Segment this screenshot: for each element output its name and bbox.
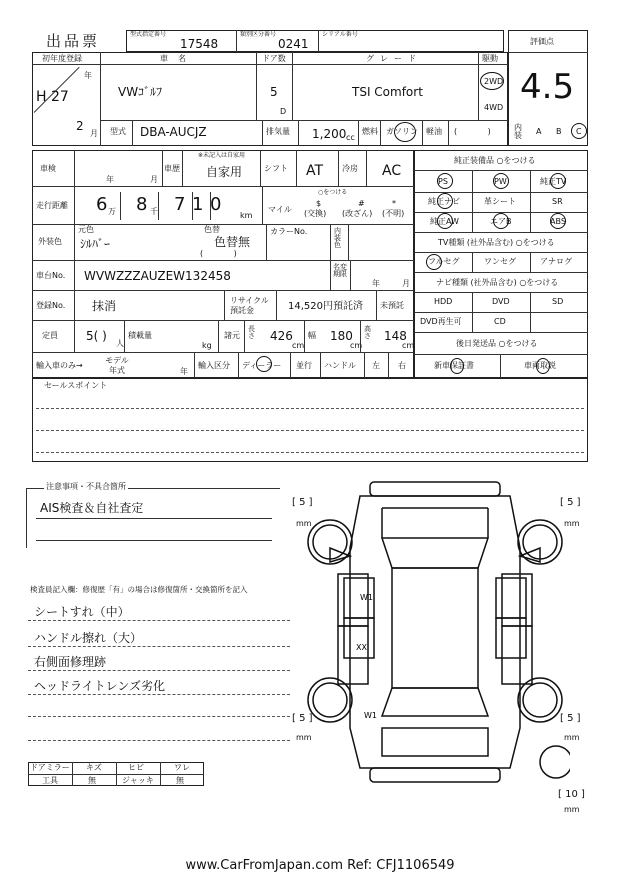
equip-tv: 純正TV	[540, 177, 567, 186]
model: DBA-AUCJZ	[140, 125, 207, 139]
air-conditioner: AC	[382, 163, 402, 179]
registration: 抹消	[92, 299, 117, 313]
score-value: 4.5	[520, 67, 575, 107]
tread-rl: [ 5 ]	[292, 713, 313, 724]
type-number: 17548	[180, 37, 219, 51]
usage: 自家用	[206, 165, 243, 179]
notes-line-1: AIS検査＆自社査定	[40, 501, 144, 515]
tv-oneseg: ワンセグ	[484, 257, 516, 266]
inspector-note-label: 検査員記入欄：修復歴「有」の場合は修復箇所・交換箇所を記入	[30, 585, 248, 594]
post-warranty: 新車保証書	[434, 361, 474, 370]
exterior-color: ｼﾙﾊﾞｰ	[80, 237, 111, 251]
capacity: 5( )	[86, 329, 107, 343]
navi-hdd: HDD	[434, 297, 453, 306]
vin: WVWZZZAUZEW132458	[84, 269, 231, 283]
interior-circle	[571, 123, 587, 139]
class-number-label: 類別区分番号	[240, 31, 277, 38]
class-number: 0241	[278, 37, 309, 51]
displacement: 1,200	[312, 127, 347, 141]
navi-dvd: DVD	[492, 297, 510, 306]
equip-airbag: エアB	[490, 217, 512, 226]
tread-spare: [ 10 ]	[558, 789, 585, 800]
length: 426	[270, 329, 293, 343]
width: 180	[330, 329, 353, 343]
first-reg-era: H 27	[36, 89, 69, 105]
recycle-fee: 14,520円預託済	[288, 301, 363, 312]
footer-watermark: www.CarFromJapan.com Ref: CFJ1106549	[185, 858, 455, 873]
car-name: VWｺﾞﾙﾌ	[118, 85, 163, 99]
handle-right: 右	[398, 361, 406, 370]
tread-fl: [ 5 ]	[292, 497, 313, 508]
fuel-gasoline: ガソリン	[386, 127, 418, 136]
tv-analog: アナログ	[540, 257, 572, 266]
navi-dvd-play: DVD再生可	[420, 317, 462, 326]
navi-cd: CD	[494, 317, 506, 326]
drive-4wd: 4WD	[484, 103, 504, 112]
inspector-line-4: ヘッドライトレンズ劣化	[34, 679, 165, 693]
dealer-circle	[256, 356, 272, 372]
grade: TSI Comfort	[352, 85, 423, 99]
diagram-mark-w1-rear: W1	[364, 711, 377, 720]
inspector-line-3: 右側面修理跡	[34, 655, 107, 669]
equip-leather: 革シート	[484, 197, 516, 206]
equip-pw: PW	[494, 177, 507, 186]
equip-navi: 純正ナビ	[428, 197, 460, 206]
score-label: 評価点	[530, 37, 554, 46]
tv-fullseg: フルセグ	[428, 257, 460, 266]
first-reg-label: 初年度登録	[42, 54, 82, 63]
equip-ps: PS	[438, 177, 448, 186]
inspector-line-2: ハンドル擦れ（大）	[34, 631, 143, 645]
equip-aw: 純正AW	[430, 217, 459, 226]
inspector-line-1: シートすれ（中）	[34, 605, 130, 619]
type-number-label: 型式指定番号	[130, 31, 167, 38]
sheet-title: 出品票	[46, 32, 101, 50]
shift: AT	[306, 163, 324, 179]
doors: 5	[270, 85, 278, 99]
tread-fr: [ 5 ]	[560, 497, 581, 508]
drive-2wd-circle	[480, 72, 504, 90]
equip-abs: ABS	[550, 217, 566, 226]
navi-sd: SD	[552, 297, 564, 306]
diagram-mark-xx: XX	[356, 643, 367, 652]
first-reg-month: 2	[76, 119, 84, 133]
serial-number-label: シリアル番号	[322, 31, 358, 38]
import-dealer: ディーラー	[242, 361, 282, 370]
repaint: 色替無	[214, 235, 251, 249]
mileage-digits: 6 万 8 千 7 1 0	[96, 194, 222, 216]
tread-rr: [ 5 ]	[560, 713, 581, 724]
equip-sr: SR	[552, 197, 563, 206]
diagram-mark-w1-door: W1	[360, 593, 373, 602]
drive-2wd: 2WD	[484, 77, 504, 86]
interior-grade: C	[576, 127, 582, 136]
height: 148	[384, 329, 407, 343]
post-manual: 車両取説	[524, 361, 556, 370]
sales-point-box	[32, 378, 588, 462]
car-damage-diagram	[300, 478, 570, 808]
fuel-circle	[394, 122, 416, 142]
